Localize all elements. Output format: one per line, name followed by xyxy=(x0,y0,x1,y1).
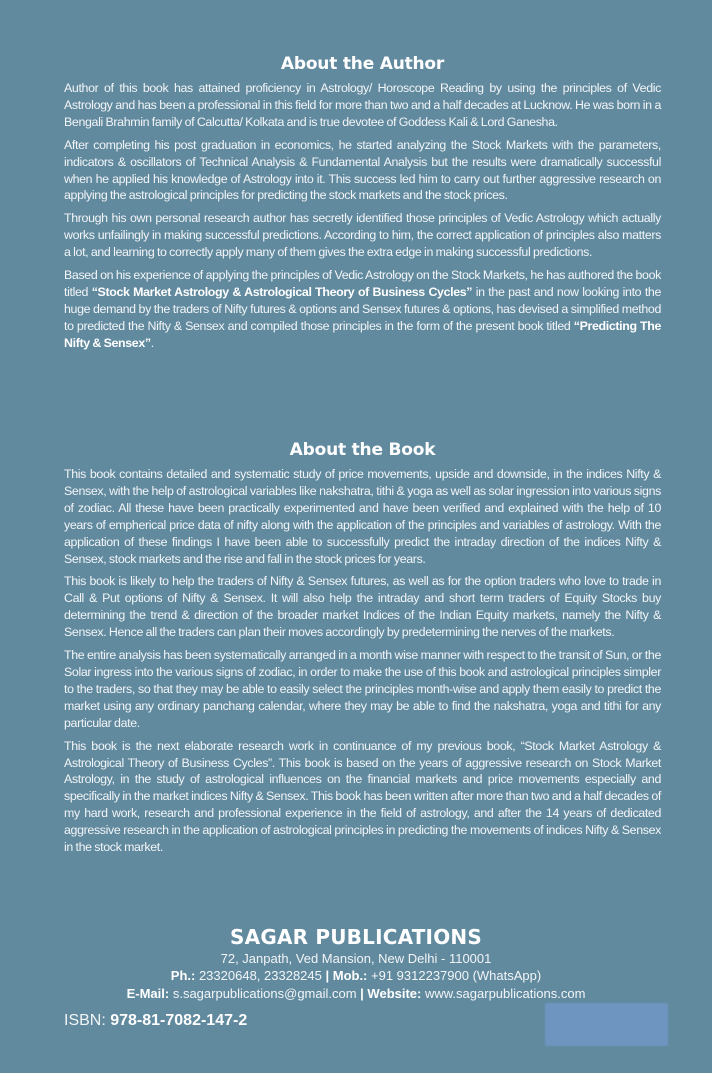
book-paragraph-1: This book contains detailed and systematic study of price movements, upside and downside, in the indices Nifty & Sensex, with the help of astrological variables like nakshatra, tithi & yoga as well as solar ingression into various signs of zodiac. All these have been practically experimented and have been verified and explained with the help of 10 years of empherical price data of nifty along with the application of the principles and variables of astrology. With the application of these findings I have been able to successfully predict the intraday direction of the indices Nifty & Sensex, stock markets and the rise and fall in the stock prices for years. xyxy=(64,467,661,566)
mobile-number: +91 9312237900 (WhatsApp) xyxy=(367,968,542,983)
redacted-barcode-area xyxy=(545,1003,668,1046)
author-p4-text-3: . xyxy=(150,335,154,350)
website-url[interactable]: www.sagarpublications.com xyxy=(421,986,586,1001)
mobile-label: Mob.: xyxy=(329,968,368,983)
about-author-heading: About the Author xyxy=(280,54,445,74)
website-label: Website: xyxy=(363,986,422,1001)
book-paragraph-3: The entire analysis has been systematically arranged in a month wise manner with respect to the transit of Sun, or the Solar ingress into the various signs of zodiac, in order to make the use of this book and astrological principles simpler to the traders, so that they may be able to easily select the principles month-wise and apply them easily to predict the market using any ordinary panchang calendar, where they may be able to find the nakshatra, yoga and tithi for any particular date. xyxy=(64,648,661,730)
email-address[interactable]: s.sagarpublications@gmail.com xyxy=(169,986,361,1001)
about-book-section xyxy=(64,466,661,856)
author-p4-text-1: Based on his experience of applying the principles of Vedic Astrology on the Stock Markets, he has authored the book titled xyxy=(64,268,661,299)
publisher-phone-line xyxy=(0,968,712,983)
book-paragraph-4: This book is the next elaborate research work in continuance of my previous book, “Stock Market Astrology & Astrological Theory of Business Cycles”. This book is based on the years of aggressive research on Stock Market Astrology, in the study of astrological influences on the financial markets and price movements especially and specifically in the market indices Nifty & Sensex. This book has been written after more than two and a half decades of my hard work, research and professional experience in the field of astrology, and after the 14 years of dedicated aggressive research in the application of astrological principles in predicting the movements of indices Nifty & Sensex in the stock market. xyxy=(64,738,661,855)
email-label: E-Mail: xyxy=(126,986,170,1001)
phone-label: Ph.: xyxy=(170,968,196,983)
isbn-number: 978-81-7082-147-2 xyxy=(110,1012,248,1029)
book-paragraph-2: This book is likely to help the traders of Nifty & Sensex futures, as well as for the option traders who love to trade in Call & Put options of Nifty & Sensex. It will also help the intraday and short term traders of Equity Stocks buy determining the trend & direction of the broader market Indices of the Indian Equity markets, namely the Nifty & Sensex. Hence all the traders can plan their moves accordingly by predetermining the nerves of the markets. xyxy=(64,574,661,640)
author-paragraph-1: Author of this book has attained proficiency in Astrology/ Horoscope Reading by using the principles of Vedic Astrology and has been a professional in this field for more than two and a half decades at Lucknow. He was born in a Bengali Brahmin family of Calcutta/ Kolkata and is true devotee of Goddess Kali & Lord Ganesha. xyxy=(64,81,661,129)
publisher-contact-line xyxy=(0,986,712,1001)
author-paragraph-4 xyxy=(64,267,661,352)
previous-book-title: “Stock Market Astrology & Astrological Theory of Business Cycles” xyxy=(91,284,473,299)
author-paragraph-3: Through his own personal research author has secretly identified those principles of Vedic Astrology which actually works unfailingly in making successful predictions. According to him, the correct application of principles also matters a lot, and learning to correctly apply many of them gives the extra edge in making successful predictions. xyxy=(64,211,661,260)
about-author-section xyxy=(64,80,661,352)
separator: | xyxy=(325,968,330,983)
publisher-name: SAGAR PUBLICATIONS xyxy=(230,925,482,949)
author-p4-text-2: in the past and now looking into the huge demand by the traders of Nifty futures & options and Sensex futures & options, has devised a simplified method to predicted the Nifty & Sensex and compiled those principles in the form of the present book titled xyxy=(64,284,661,333)
author-paragraph-2: After completing his post graduation in economics, he started analyzing the Stock Markets with the parameters, indicators & oscillators of Technical Analysis & Fundamental Analysis but the results were dramatically successful when he applied his knowledge of Astrology into it. This success led him to carry out further aggressive research on applying the astrological principles for predicting the stock markets and the stock prices. xyxy=(64,137,661,203)
about-book-heading: About the Book xyxy=(289,440,436,460)
present-book-title: “Predicting The Nifty & Sensex” xyxy=(64,318,661,350)
isbn xyxy=(64,1012,247,1030)
isbn-label: ISBN: xyxy=(64,1012,111,1029)
publisher-address: 72, Janpath, Ved Mansion, New Delhi - 110001 xyxy=(220,951,492,966)
separator: | xyxy=(360,986,364,1001)
phone-numbers: 23320648, 23328245 xyxy=(195,968,326,983)
